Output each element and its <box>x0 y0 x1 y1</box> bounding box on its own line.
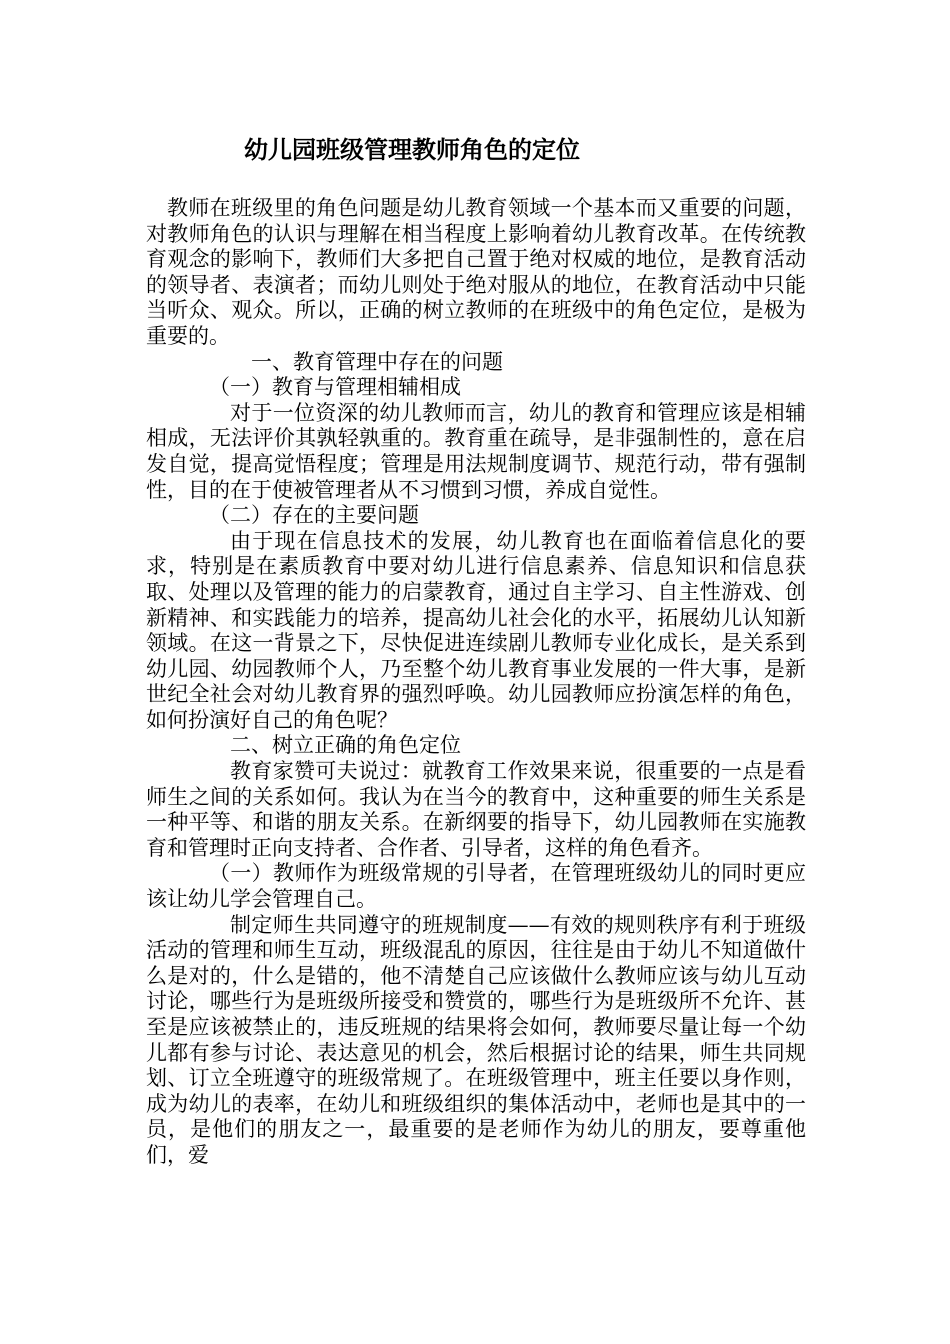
section-1-sub-1-paragraph: 对于一位资深的幼儿教师而言，幼儿的教育和管理应该是相辅相成，无法评价其孰轻孰重的。教育重在疏导，是非强制性的，意在启发自觉，提高觉悟程度；管理是用法规制度调节、规范行动，带有强制性，目的在于使被管理者从不习惯到习惯，养成自觉性。 <box>146 400 806 502</box>
document-body <box>146 196 806 1169</box>
intro-paragraph: 教师在班级里的角色问题是幼儿教育领域一个基本而又重要的问题，对教师角色的认识与理解在相当程度上影响着幼儿教育改革。在传统教育观念的影响下，教师们大多把自己置于绝对权威的地位，是教育活动的领导者、表演者；而幼儿则处于绝对服从的地位，在教育活动中只能当听众、观众。所以，正确的树立教师的在班级中的角色定位，是极为重要的。 <box>146 196 806 348</box>
section-1-sub-2-paragraph: 由于现在信息技术的发展，幼儿教育也在面临着信息化的要求，特别是在素质教育中要对幼儿进行信息素养、信息知识和信息获取、处理以及管理的能力的启蒙教育，通过自主学习、自主性游戏、创新精神、和实践能力的培养，提高幼儿社会化的水平，拓展幼儿认知新领域。在这一背景之下，尽快促进连续剧儿教师专业化成长，是关系到幼儿园、幼园教师个人，乃至整个幼儿教育事业发展的一件大事，是新世纪全社会对幼儿教育界的强烈呼唤。幼儿园教师应扮演怎样的角色，如何扮演好自己的角色呢？ <box>146 528 806 732</box>
section-1-heading: 一、教育管理中存在的问题 <box>251 349 503 374</box>
document-title: 幼儿园班级管理教师角色的定位 <box>244 136 580 164</box>
section-2-paragraph: 教育家赞可夫说过：就教育工作效果来说，很重要的一点是看师生之间的关系如何。我认为在当今的教育中，这种重要的师生关系是一种平等、和谐的朋友关系。在新纲要的指导下，幼儿园教师在实施教育和管理时正向支持者、合作者、引导者，这样的角色看齐。 <box>146 759 806 860</box>
section-2-sub-1-paragraph: 制定师生共同遵守的班规制度——有效的规则秩序有利于班级活动的管理和师生互动，班级混乱的原因，往往是由于幼儿不知道做什么是对的，什么是错的，他不清楚自己应该做什么教师应该与幼儿互动讨论，哪些行为是班级所接受和赞赏的，哪些行为是班级所不允许、甚至是应该被禁止的，违反班规的结果将会如何，教师要尽量让每一个幼儿都有参与讨论、表达意见的机会，然后根据讨论的结果，师生共同规划、订立全班遵守的班级常规了。在班级管理中，班主任要以身作则，成为幼儿的表率，在幼儿和班级组织的集体活动中，老师也是其中的一员，是他们的朋友之一，最重要的是老师作为幼儿的朋友，要尊重他们，爱 <box>146 912 806 1167</box>
section-2-heading: 二、树立正确的角色定位 <box>230 733 461 758</box>
section-1-sub-1-heading: （一）教育与管理相辅相成 <box>209 375 461 400</box>
section-2-sub-1-heading: （一）教师作为班级常规的引导者，在管理班级幼儿的同时更应该让幼儿学会管理自己。 <box>146 861 806 912</box>
section-1-sub-2-heading: （二）存在的主要问题 <box>209 503 419 528</box>
